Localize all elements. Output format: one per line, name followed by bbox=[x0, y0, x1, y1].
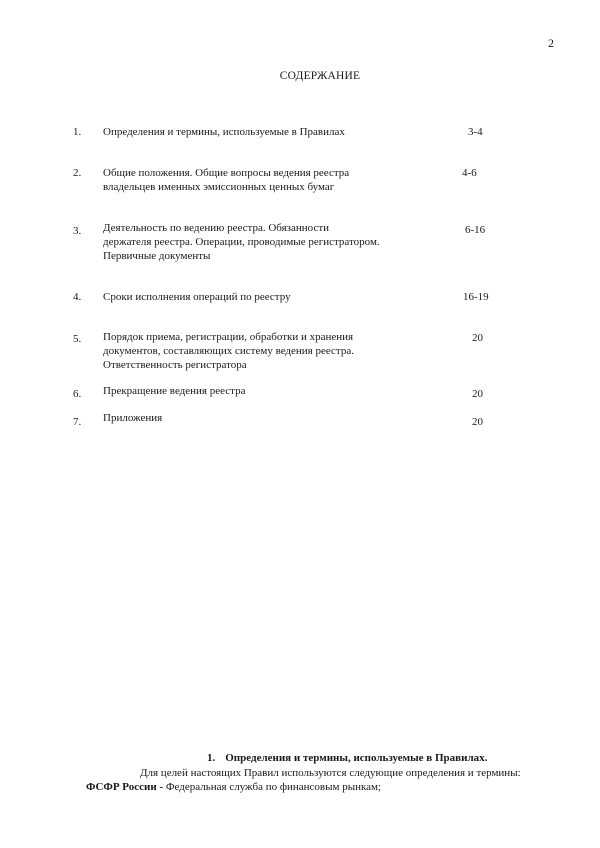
toc-entry-number: 2. bbox=[73, 167, 82, 179]
toc-entry-text: Сроки исполнения операций по реестру bbox=[103, 291, 291, 303]
toc-entry-pages: 4-6 bbox=[462, 167, 477, 179]
toc-entry-pages: 16-19 bbox=[463, 291, 489, 303]
toc-entry-pages: 20 bbox=[472, 416, 483, 428]
toc-entry-number: 1. bbox=[73, 126, 82, 138]
toc-entry-text: Определения и термины, используемые в Правилах bbox=[103, 126, 345, 138]
toc-entry-number: 7. bbox=[73, 416, 82, 428]
toc-entry-pages: 20 bbox=[472, 388, 483, 400]
toc-entry-text: Общие положения. Общие вопросы ведения реестра владельцев именных эмиссионных ценных бумаг bbox=[103, 167, 350, 193]
page-number: 2 bbox=[548, 36, 554, 50]
toc-entry-number: 3. bbox=[73, 225, 82, 237]
section-heading bbox=[207, 752, 487, 764]
definition-text: Федеральная служба по финансовым рынкам; bbox=[163, 781, 382, 793]
section-number: 1. bbox=[207, 752, 216, 764]
toc-entry-text: Порядок приема, регистрации, обработки и хранения документов, составляющих систему ведения реестра. Ответственность регистратора bbox=[103, 331, 354, 371]
definition-line bbox=[86, 781, 381, 793]
toc-entry-pages: 6-16 bbox=[465, 224, 486, 236]
toc-entry-text: Деятельность по ведению реестра. Обязанности держателя реестра. Операции, проводимые регистратором. Первичные документы bbox=[103, 222, 380, 262]
toc-entry-number: 6. bbox=[73, 388, 82, 400]
section-title: Определения и термины, используемые в Правилах. bbox=[225, 752, 488, 764]
toc-entry-number: 4. bbox=[73, 291, 82, 303]
toc-title: СОДЕРЖАНИЕ bbox=[279, 70, 361, 82]
toc-entry-text: Приложения bbox=[103, 412, 163, 424]
definition-term: ФСФР России - bbox=[86, 781, 164, 793]
section-intro: Для целей настоящих Правил используются следующие определения и термины: bbox=[140, 767, 521, 779]
toc-entry-number: 5. bbox=[73, 333, 82, 345]
toc-entry-text: Прекращение ведения реестра bbox=[103, 385, 246, 397]
toc-entry-pages: 3-4 bbox=[468, 126, 483, 138]
toc-entry-pages: 20 bbox=[472, 332, 483, 344]
